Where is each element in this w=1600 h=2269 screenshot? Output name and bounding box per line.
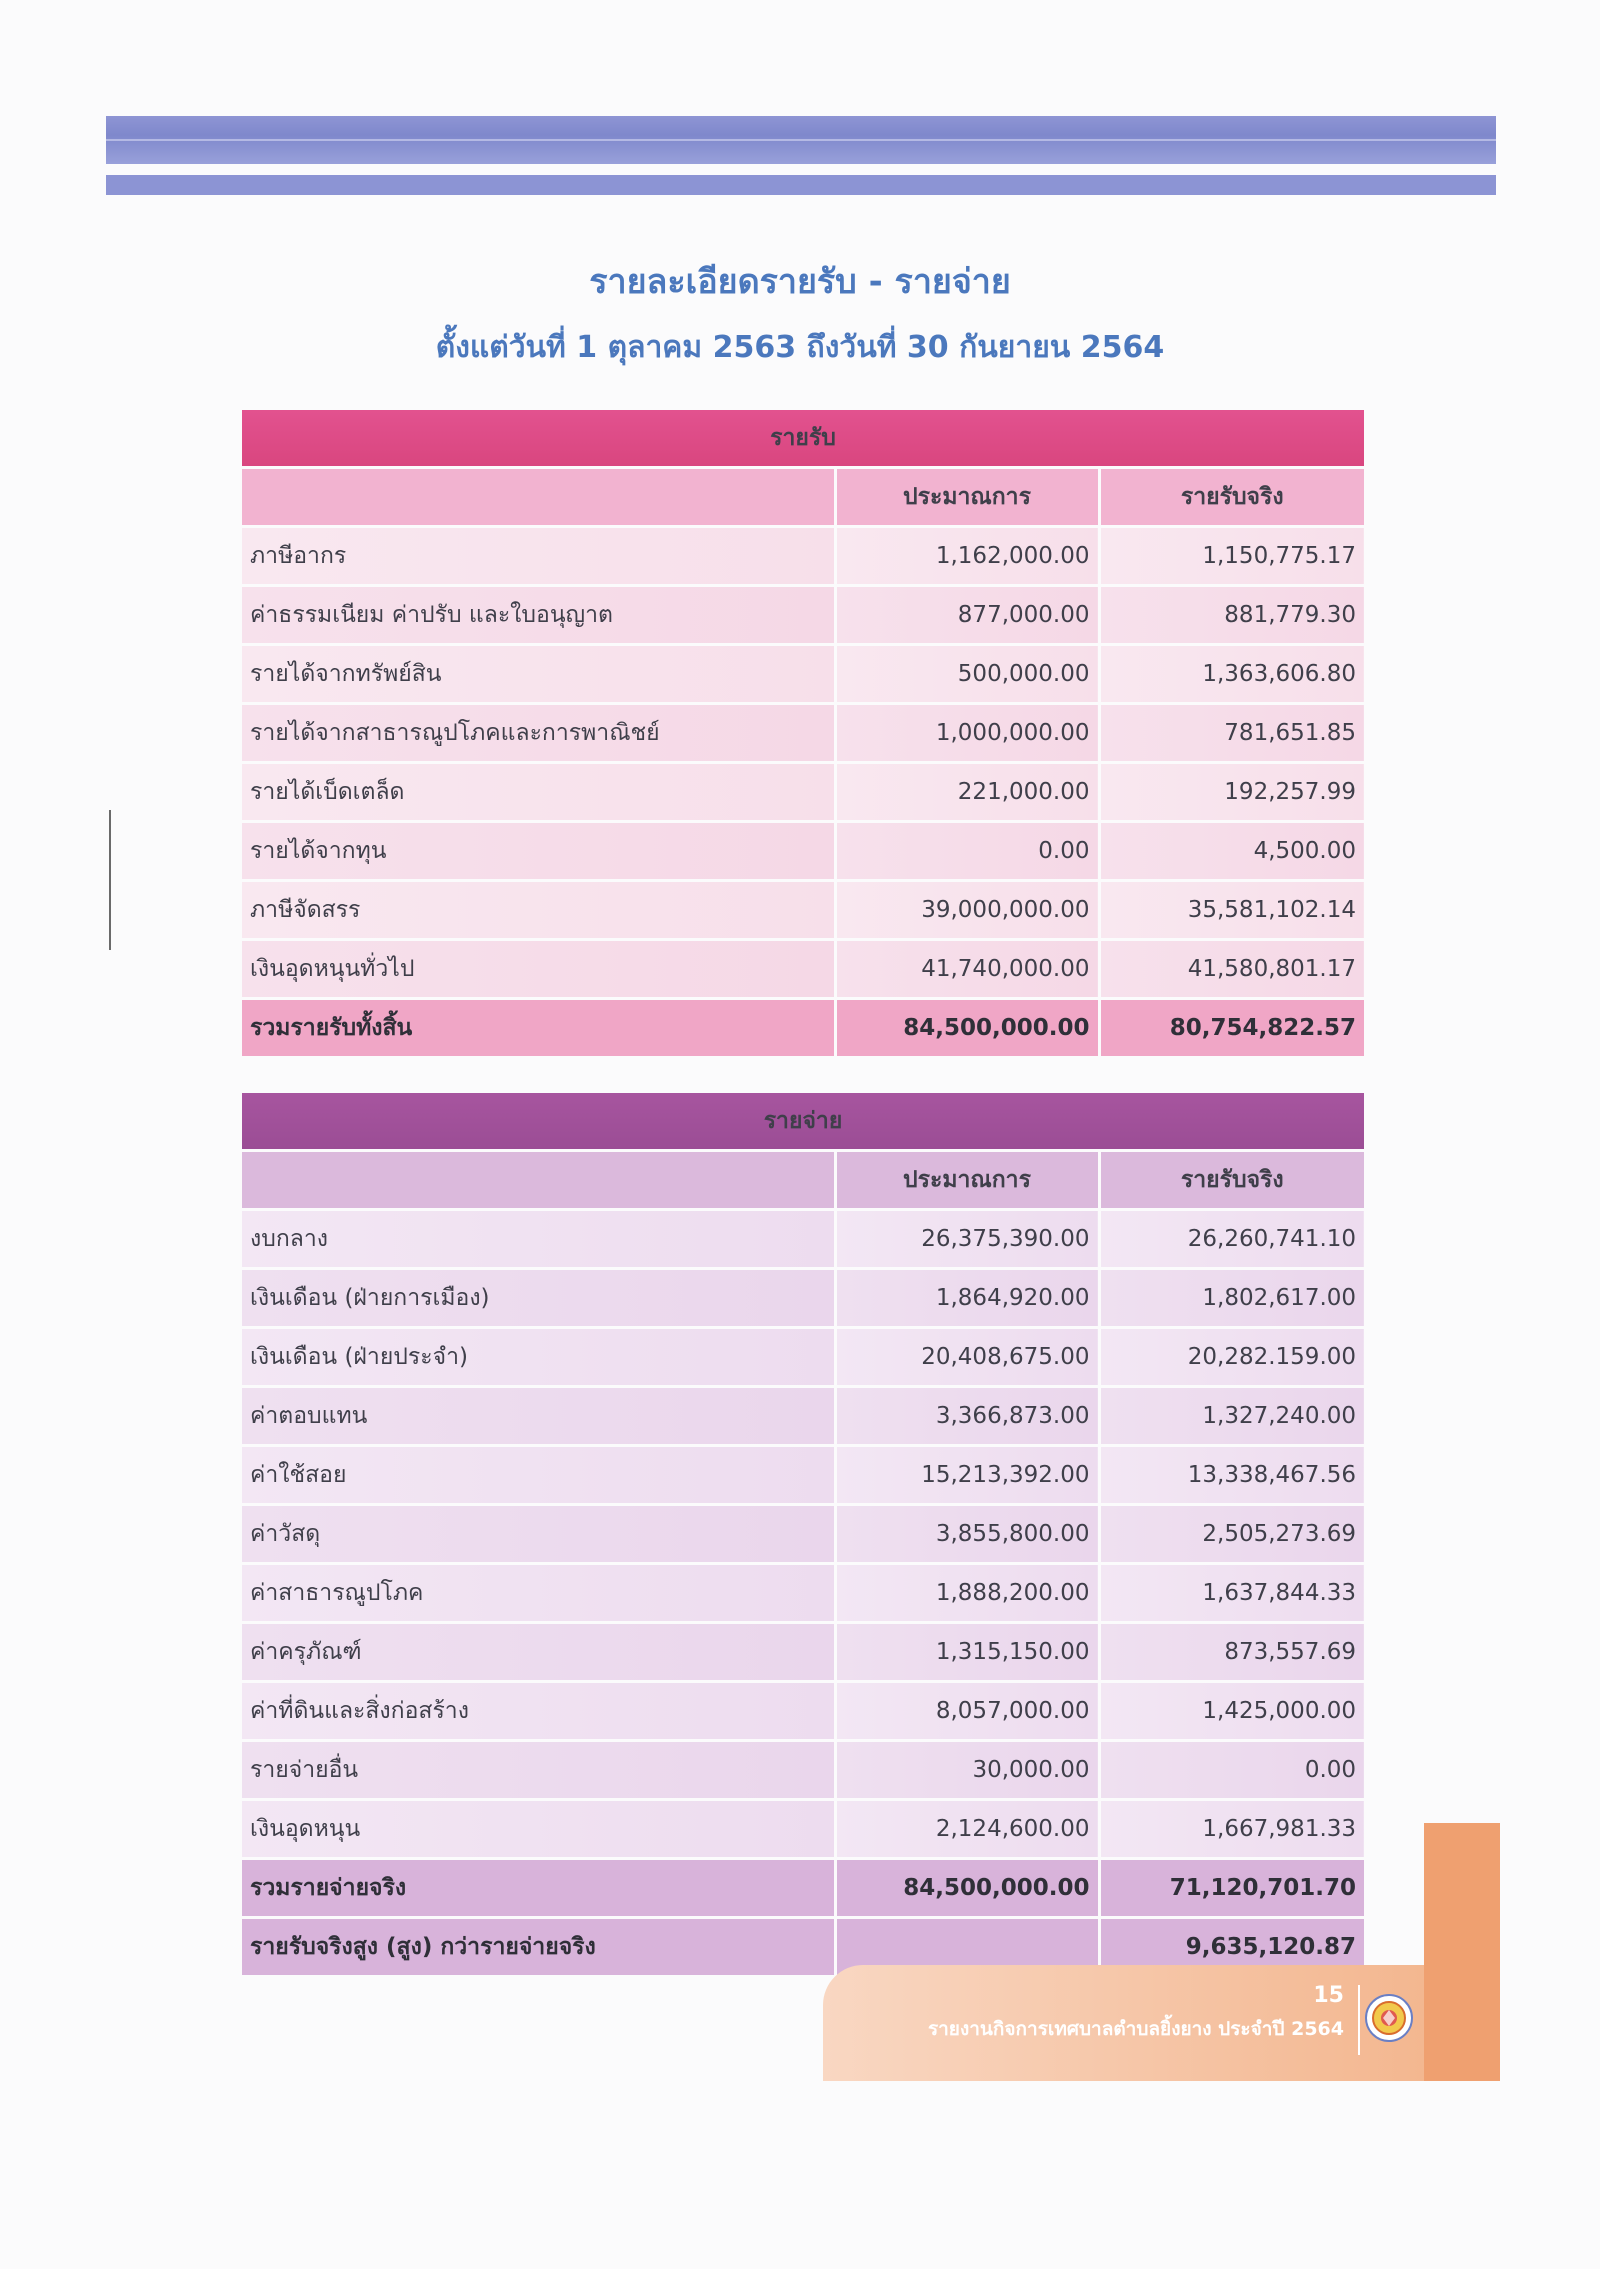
- table-row: [242, 940, 1364, 999]
- total-label: รวมรายรับทั้งสิ้น: [242, 999, 835, 1058]
- row-actual: 2,505,273.69: [1099, 1505, 1364, 1564]
- row-actual: 26,260,741.10: [1099, 1210, 1364, 1269]
- row-estimate: 500,000.00: [835, 645, 1099, 704]
- row-label: ภาษีจัดสรร: [242, 881, 835, 940]
- table-row: [242, 881, 1364, 940]
- expense-table: [242, 1093, 1364, 1978]
- row-label: ค่าธรรมเนียม ค่าปรับ และใบอนุญาต: [242, 586, 835, 645]
- footer-accent-block: [1424, 1823, 1500, 2081]
- row-actual: 4,500.00: [1099, 822, 1364, 881]
- row-actual: 35,581,102.14: [1099, 881, 1364, 940]
- table-row: [242, 1269, 1364, 1328]
- row-estimate: 1,000,000.00: [835, 704, 1099, 763]
- total-actual: 80,754,822.57: [1099, 999, 1364, 1058]
- row-label: รายได้จากทรัพย์สิน: [242, 645, 835, 704]
- footer-band: [823, 1965, 1424, 2081]
- income-col-actual: รายรับจริง: [1099, 468, 1364, 527]
- row-estimate: 1,888,200.00: [835, 1564, 1099, 1623]
- page-title: รายละเอียดรายรับ - รายจ่าย: [589, 262, 1011, 302]
- report-title: รายงานกิจการเทศบาลตำบลยิ้งยาง ประจำปี 2564: [927, 2018, 1344, 2040]
- row-estimate: 1,864,920.00: [835, 1269, 1099, 1328]
- surplus-actual: 9,635,120.87: [1099, 1918, 1364, 1977]
- table-row: [242, 645, 1364, 704]
- margin-mark: [109, 810, 111, 950]
- row-label: เงินอุดหนุนทั่วไป: [242, 940, 835, 999]
- expense-col-estimate: ประมาณการ: [835, 1151, 1099, 1210]
- row-label: ค่าใช้สอย: [242, 1446, 835, 1505]
- row-actual: 1,425,000.00: [1099, 1682, 1364, 1741]
- table-row: [242, 1387, 1364, 1446]
- table-row: [242, 1505, 1364, 1564]
- row-estimate: 1,162,000.00: [835, 527, 1099, 586]
- header-band-bottom: [106, 175, 1496, 195]
- row-label: เงินอุดหนุน: [242, 1800, 835, 1859]
- table-row: [242, 1328, 1364, 1387]
- row-label: ค่าที่ดินและสิ่งก่อสร้าง: [242, 1682, 835, 1741]
- row-actual: 1,327,240.00: [1099, 1387, 1364, 1446]
- row-estimate: 3,855,800.00: [835, 1505, 1099, 1564]
- row-label: รายได้จากทุน: [242, 822, 835, 881]
- row-estimate: 30,000.00: [835, 1741, 1099, 1800]
- row-label: เงินเดือน (ฝ่ายการเมือง): [242, 1269, 835, 1328]
- row-actual: 781,651.85: [1099, 704, 1364, 763]
- row-label: รายได้จากสาธารณูปโภคและการพาณิชย์: [242, 704, 835, 763]
- row-estimate: 2,124,600.00: [835, 1800, 1099, 1859]
- total-actual: 71,120,701.70: [1099, 1859, 1364, 1918]
- row-estimate: 41,740,000.00: [835, 940, 1099, 999]
- expense-total-row: [242, 1859, 1364, 1918]
- row-actual: 1,637,844.33: [1099, 1564, 1364, 1623]
- row-actual: 0.00: [1099, 1741, 1364, 1800]
- row-estimate: 1,315,150.00: [835, 1623, 1099, 1682]
- row-actual: 1,363,606.80: [1099, 645, 1364, 704]
- municipality-seal-icon: [1364, 1993, 1414, 2043]
- footer-divider: [1358, 1985, 1360, 2055]
- table-row: [242, 1800, 1364, 1859]
- row-actual: 1,150,775.17: [1099, 527, 1364, 586]
- table-row: [242, 1210, 1364, 1269]
- table-row: [242, 527, 1364, 586]
- total-estimate: 84,500,000.00: [835, 1859, 1099, 1918]
- row-label: ค่าสาธารณูปโภค: [242, 1564, 835, 1623]
- table-row: [242, 1682, 1364, 1741]
- table-row: [242, 1446, 1364, 1505]
- table-row: [242, 763, 1364, 822]
- row-label: รายจ่ายอื่น: [242, 1741, 835, 1800]
- row-label: รายได้เบ็ดเตล็ด: [242, 763, 835, 822]
- table-row: [242, 1564, 1364, 1623]
- row-actual: 1,667,981.33: [1099, 1800, 1364, 1859]
- row-estimate: 877,000.00: [835, 586, 1099, 645]
- header-band-top: [106, 116, 1496, 164]
- row-estimate: 8,057,000.00: [835, 1682, 1099, 1741]
- income-col-estimate: ประมาณการ: [835, 468, 1099, 527]
- row-estimate: 26,375,390.00: [835, 1210, 1099, 1269]
- footer-text: [928, 1983, 1344, 2044]
- row-estimate: 39,000,000.00: [835, 881, 1099, 940]
- row-actual: 41,580,801.17: [1099, 940, 1364, 999]
- row-label: เงินเดือน (ฝ่ายประจำ): [242, 1328, 835, 1387]
- row-actual: 192,257.99: [1099, 763, 1364, 822]
- row-label: ค่าตอบแทน: [242, 1387, 835, 1446]
- row-label: ค่าครุภัณฑ์: [242, 1623, 835, 1682]
- row-label: ภาษีอากร: [242, 527, 835, 586]
- table-row: [242, 1623, 1364, 1682]
- table-row: [242, 822, 1364, 881]
- row-label: งบกลาง: [242, 1210, 835, 1269]
- expense-heading: รายจ่าย: [242, 1093, 1364, 1151]
- income-table: [242, 410, 1364, 1059]
- row-estimate: 20,408,675.00: [835, 1328, 1099, 1387]
- row-label: ค่าวัสดุ: [242, 1505, 835, 1564]
- income-heading: รายรับ: [242, 410, 1364, 468]
- surplus-label: รายรับจริงสูง (สูง) กว่ารายจ่ายจริง: [242, 1918, 835, 1977]
- row-estimate: 15,213,392.00: [835, 1446, 1099, 1505]
- page-number: 15: [1313, 1983, 1344, 2008]
- table-row: [242, 586, 1364, 645]
- row-actual: 20,282.159.00: [1099, 1328, 1364, 1387]
- page-subtitle-period: ตั้งแต่วันที่ 1 ตุลาคม 2563 ถึงวันที่ 30 กันยายน 2564: [435, 330, 1165, 365]
- table-row: [242, 704, 1364, 763]
- row-actual: 881,779.30: [1099, 586, 1364, 645]
- row-actual: 13,338,467.56: [1099, 1446, 1364, 1505]
- row-estimate: 221,000.00: [835, 763, 1099, 822]
- total-label: รวมรายจ่ายจริง: [242, 1859, 835, 1918]
- row-actual: 1,802,617.00: [1099, 1269, 1364, 1328]
- expense-col-actual: รายรับจริง: [1099, 1151, 1364, 1210]
- income-col-label: [242, 468, 835, 527]
- total-estimate: 84,500,000.00: [835, 999, 1099, 1058]
- income-total-row: [242, 999, 1364, 1058]
- row-estimate: 0.00: [835, 822, 1099, 881]
- table-row: [242, 1741, 1364, 1800]
- expense-col-label: [242, 1151, 835, 1210]
- row-actual: 873,557.69: [1099, 1623, 1364, 1682]
- row-estimate: 3,366,873.00: [835, 1387, 1099, 1446]
